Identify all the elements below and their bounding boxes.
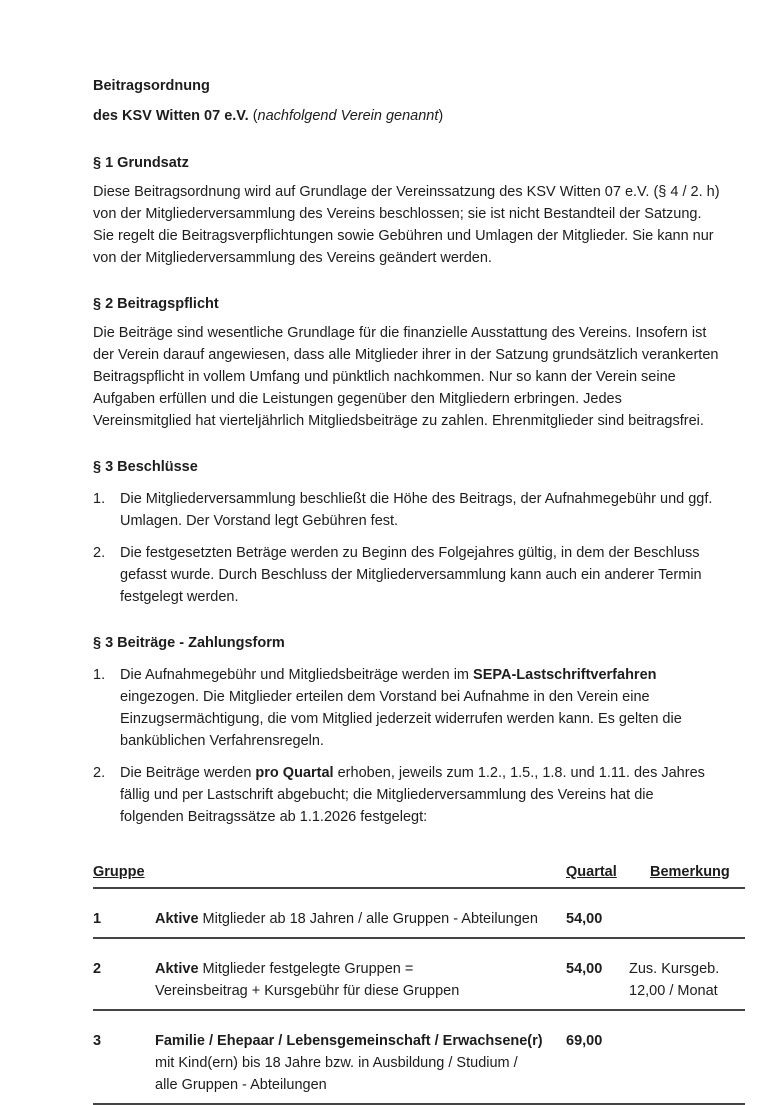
section-heading-beitragspflicht: § 2 Beitragspflicht bbox=[93, 296, 219, 312]
col-header-spacer bbox=[155, 861, 566, 883]
list-text-post: erhoben, jeweils zum 1.2., 1.5., 1.8. und 1.11. des Jahres fällig und per Lastschrift abgebucht; die Mitgliederversammlung des Vereins hat die folgenden Beitragssätze ab 1.1.2026 festgelegt: bbox=[120, 765, 705, 825]
zahlungsform-list bbox=[93, 664, 720, 828]
cell-remark bbox=[629, 1030, 745, 1096]
section-heading-beschluesse: § 3 Beschlüsse bbox=[93, 459, 198, 475]
description-bold: Aktive bbox=[155, 961, 199, 977]
beschluesse-list bbox=[93, 488, 720, 608]
list-text: Die festgesetzten Beträge werden zu Beginn des Folgejahres gültig, in dem der Beschluss gefasst wurde. Durch Beschluss der Mitgliederversammlung kann auch ein anderer Termin festgelegt werden. bbox=[120, 545, 702, 605]
list-text-bold: SEPA-Lastschriftverfahren bbox=[473, 667, 657, 683]
table-row bbox=[93, 1011, 745, 1105]
cell-description bbox=[155, 1030, 566, 1096]
cell-group-number: 1 bbox=[93, 911, 102, 927]
fee-table bbox=[93, 861, 745, 1105]
cell-group-number: 3 bbox=[93, 1033, 102, 1049]
section-heading-grundsatz: § 1 Grundsatz bbox=[93, 155, 189, 171]
doc-subtitle-paren-close: ) bbox=[438, 108, 444, 124]
list-text bbox=[120, 664, 720, 752]
table-row bbox=[93, 889, 745, 939]
doc-subtitle-note: nachfolgend Verein genannt bbox=[257, 108, 439, 124]
list-text-post: eingezogen. Die Mitglieder erteilen dem Vorstand bei Aufnahme in den Verein eine Einzugsermächtigung, die vom Mitglied jederzeit widerrufen werden kann. Es gelten die banküblichen Verfahrensregeln. bbox=[120, 689, 682, 749]
description-line bbox=[155, 908, 566, 930]
list-text-pre: Die Aufnahmegebühr und Mitgliedsbeiträge werden im bbox=[120, 667, 474, 683]
description-line: mit Kind(ern) bis 18 Jahre bzw. in Ausbildung / Studium / bbox=[155, 1055, 518, 1071]
remark-line: Zus. Kursgeb. bbox=[629, 961, 720, 977]
cell-quartal-amount: 69,00 bbox=[566, 1033, 603, 1049]
doc-subtitle bbox=[93, 105, 720, 127]
list-item bbox=[93, 762, 720, 828]
paragraph-grundsatz: Diese Beitragsordnung wird auf Grundlage der Vereinssatzung des KSV Witten 07 e.V. (§ 4 / 2. h) von der Mitgliederversammlung des Vereins beschlossen; sie ist nicht Bestandteil der Satzung. Sie regelt die Beitragsverpflichtungen sowie Gebühren und Umlagen der Mitglieder. Sie kann nur von der Mitgliederversammlung des Vereins geändert werden. bbox=[93, 184, 720, 266]
cell-description bbox=[155, 908, 566, 930]
col-header-bemerkung: Bemerkung bbox=[650, 864, 730, 880]
doc-subtitle-org: des KSV Witten 07 e.V. bbox=[93, 108, 249, 124]
description-line bbox=[155, 958, 566, 980]
description-rest: Mitglieder festgelegte Gruppen = bbox=[198, 961, 414, 977]
description-bold: Aktive bbox=[155, 911, 199, 927]
description-rest: Mitglieder ab 18 Jahren / alle Gruppen - Abteilungen bbox=[198, 911, 538, 927]
list-item bbox=[93, 542, 720, 608]
cell-description bbox=[155, 958, 566, 1002]
description-line bbox=[155, 1030, 566, 1052]
cell-quartal-amount: 54,00 bbox=[566, 911, 603, 927]
doc-title: Beitragsordnung bbox=[93, 78, 210, 94]
cell-quartal-amount: 54,00 bbox=[566, 961, 603, 977]
list-text-pre: Die Beiträge werden bbox=[120, 765, 256, 781]
cell-remark bbox=[629, 958, 745, 1002]
list-item bbox=[93, 664, 720, 752]
table-row bbox=[93, 939, 745, 1011]
col-header-gruppe: Gruppe bbox=[93, 864, 145, 880]
list-text: Die Mitgliederversammlung beschließt die Höhe des Beitrags, der Aufnahmegebühr und ggf. Umlagen. Der Vorstand legt Gebühren fest. bbox=[120, 491, 713, 529]
list-item bbox=[93, 488, 720, 532]
list-marker: 2. bbox=[93, 765, 106, 781]
list-marker: 2. bbox=[93, 545, 106, 561]
table-header-row bbox=[93, 861, 745, 889]
col-header-quartal: Quartal bbox=[566, 864, 617, 880]
description-line: alle Gruppen - Abteilungen bbox=[155, 1077, 327, 1093]
paragraph-beitragspflicht: Die Beiträge sind wesentliche Grundlage für die finanzielle Ausstattung des Vereins. Insofern ist der Verein darauf angewiesen, dass alle Mitglieder ihrer in der Satzung grundsätzlich verankerten Beitragspflicht in vollem Umfang und pünktlich nachkommen. Nur so kann der Verein seine Aufgaben erfüllen und die Leistungen gegenüber den Mitgliedern erbringen. Jedes Vereinsmitglied hat vierteljährlich Mitgliedsbeiträge zu zahlen. Ehrenmitglieder sind beitragsfrei. bbox=[93, 325, 719, 429]
section-heading-zahlungsform: § 3 Beiträge - Zahlungsform bbox=[93, 635, 285, 651]
description-line: Vereinsbeitrag + Kursgebühr für diese Gruppen bbox=[155, 983, 460, 999]
list-marker: 1. bbox=[93, 491, 106, 507]
description-bold: Familie / Ehepaar / Lebensgemeinschaft / Erwachsene(r) bbox=[155, 1033, 543, 1049]
cell-remark bbox=[629, 908, 745, 930]
doc-subtitle-paren-open: ( bbox=[248, 108, 258, 124]
cell-group-number: 2 bbox=[93, 961, 102, 977]
list-text bbox=[120, 762, 720, 828]
list-text-bold: pro Quartal bbox=[255, 765, 334, 781]
remark-line: 12,00 / Monat bbox=[629, 983, 718, 999]
list-marker: 1. bbox=[93, 667, 106, 683]
